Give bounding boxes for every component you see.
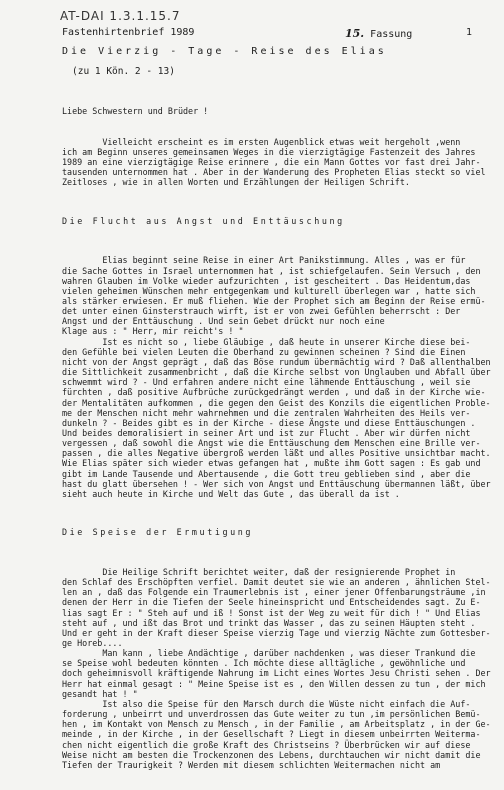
text-line: Herr hat einmal gesagt : " Meine Speise ist es , den Willen dessen zu tun , der mich bbox=[62, 678, 486, 689]
text-line: ich am Beginn unseres gemeinsamen Weges in die vierzigtägige Fastenzeit des Jahres bbox=[62, 146, 476, 157]
text-line: Wie Elias später sich wieder etwas gefangen hat , mußte ihm Gott sagen : Es gab und bbox=[62, 458, 481, 469]
text-line: der Mentalitäten aufkommen , die gegen den Geist des Konzils die eigentlichen Proble- bbox=[62, 397, 491, 408]
text-line: die Sache Gottes in Israel unternommen hat , ist schiefgelaufen. Sein Versuch , den bbox=[62, 265, 481, 276]
text-line: Vielleicht erscheint es im ersten Augenblick etwas weit hergeholt ,wenn bbox=[62, 136, 461, 147]
text-line: vielen geheimen Wünschen mehr entgegenkam und kulturell überlegen war , hatte sich bbox=[62, 285, 476, 296]
text-line: me der Menschen nicht mehr wahrnehmen und die zentralen Wahrheiten des Heils ver- bbox=[62, 407, 471, 418]
text-line: len an , daß das Folgende ein Traumerlebnis ist , einer jener Offenbarungsträume ,in bbox=[62, 587, 486, 598]
archive-stamp: AT-DAI 1.3.1.15.7 bbox=[60, 9, 181, 23]
section-text-flucht bbox=[62, 255, 494, 499]
text-line: vergessen , daß sowohl die Angst wie die Enttäuschung dem Menschen eine Brille ver- bbox=[62, 438, 481, 449]
text-line: dunkeln ? - Beides gibt es in der Kirche - diese Ängste und diese Enttäuschungen . bbox=[62, 417, 476, 428]
text-line: schwemmt wird ? - Und erfahren andere nicht eine lähmende Enttäuschung , weil sie bbox=[62, 377, 471, 388]
page-number: 1 bbox=[466, 27, 473, 38]
greeting: Liebe Schwestern und Brüder ! bbox=[62, 106, 209, 117]
text-line: fürchten , daß positive Aufbrüche zurückgedrängt werden , und daß in der Kirche wie- bbox=[62, 387, 486, 398]
text-line: hen , im Kontakt von Mensch zu Mensch , in der Familie , am Arbeitsplatz , in der Ge- bbox=[62, 719, 491, 730]
text-line: Weise nicht am besten die Trockenzonen des Lebens, durchtauchen wir nicht damit die bbox=[62, 749, 481, 760]
text-line: Zeitloses , wie in allen Worten und Erzählungen der Heiligen Schrift. bbox=[62, 177, 410, 188]
header-fassung bbox=[345, 27, 412, 40]
text-line: gibt im Lande Tausende und Abertausende , die Gott treu geblieben sind , aber die bbox=[62, 468, 471, 479]
text-line: Ist also die Speise für den Marsch durch die Wüste nicht einfach die Auf- bbox=[62, 698, 471, 709]
section-text-speise bbox=[62, 567, 494, 770]
text-line: doch geheimnisvoll kräftigende Nahrung im Licht eines Wortes Jesu Christi sehen . Der bbox=[62, 668, 491, 679]
fassung-label: Fassung bbox=[370, 29, 413, 40]
text-line: Ist es nicht so , liebe Gläubige , daß heute in unserer Kirche diese bei- bbox=[62, 336, 471, 347]
text-line: denen der Herr in die Tiefen der Seele hineinspricht und Entscheidendes sagt. Zu E- bbox=[62, 597, 481, 608]
text-line: den Schlaf des Erschöpften verfiel. Damit deutet sie wie an anderen , ähnlichen Stel- bbox=[62, 577, 491, 588]
section-heading-flucht: Die Flucht aus Angst und Enttäuschung bbox=[62, 215, 345, 226]
text-line: meinde , in der Kirche , in der Gesellschaft ? Liegt in diesem unbeirrten Weiterma- bbox=[62, 729, 481, 740]
document-body bbox=[62, 86, 494, 790]
intro-paragraph bbox=[62, 137, 494, 188]
text-line: passen , die alles Negative übergroß werden läßt und alles Positive unsichtbar macht. bbox=[62, 448, 491, 459]
fassung-number: 15. bbox=[345, 27, 365, 40]
text-line: Tiefen der Traurigkeit ? Werden mit diesem schlichten Weitermachen nicht am bbox=[62, 759, 441, 770]
text-line: als stärker erwiesen. Er muß fliehen. Wie der Prophet sich am Beginn der Reise ermü- bbox=[62, 295, 486, 306]
text-line: lias sagt Er : " Steh auf und iß ! Sonst ist der Weg zu weit für dich ! " Und Elias bbox=[62, 607, 481, 618]
text-line: forderung , unbeirrt und unverdrossen das Gute weiter zu tun ,im persönlichen Bemü- bbox=[62, 709, 481, 720]
text-line: gesandt hat ! " bbox=[62, 688, 138, 699]
text-line: Klage aus : " Herr, mir reicht's ! " bbox=[62, 326, 244, 337]
text-line: Die Heilige Schrift berichtet weiter, daß der resignierende Prophet in bbox=[62, 566, 456, 577]
text-line: sieht auch heute in Kirche und Welt das Gute , das überall da ist . bbox=[62, 488, 400, 499]
document-title: Die Vierzig - Tage - Reise des Elias bbox=[62, 46, 387, 57]
text-line: hast du glatt übersehen ! - Wer sich von Angst und Enttäuschung übermannen läßt, über bbox=[62, 478, 491, 489]
text-line: 1989 an eine vierzigtägige Reise erinnere , die ein Mann Gottes vor fast drei Jahr- bbox=[62, 157, 481, 168]
text-line: tausenden unternommen hat . Aber in der Wanderung des Propheten Elias steckt so viel bbox=[62, 167, 486, 178]
text-line: nicht von der Angst geprägt , daß das Böse rundum übermächtig wird ? Daß allenthalben bbox=[62, 356, 491, 367]
text-line: chen nicht eigentlich die große Kraft des Christseins ? Überbrücken wir auf diese bbox=[62, 739, 471, 750]
section-heading-speise: Die Speise der Ermutigung bbox=[62, 527, 254, 538]
text-line: steht auf , und ißt das Brot und trinkt das Wasser , das zu seinen Häupten steht . bbox=[62, 617, 476, 628]
text-line: ge Horeb.... bbox=[62, 637, 123, 648]
text-line: se Speise wohl bedeuten könnten . Ich möchte diese alltägliche , gewöhnliche und bbox=[62, 658, 466, 669]
text-line: Man kann , liebe Andächtige , darüber nachdenken , was dieser Trankund die bbox=[62, 648, 476, 659]
header-title: Fastenhirtenbrief 1989 bbox=[62, 27, 195, 38]
text-line: Und beides demoralisiert in seiner Art und ist zur Flucht . Aber wir dürfen nicht bbox=[62, 428, 471, 438]
text-line: wahren Glauben im Volke wieder aufzurichten , ist gescheitert . Das Heidentum,das bbox=[62, 275, 471, 286]
text-line: Angst und der Enttäuschung . Und sein Gebet drückt nur noch eine bbox=[62, 316, 385, 327]
text-line: den Gefühle bei vielen Leuten die Oberhand zu gewinnen scheinen ? Sind die Einen bbox=[62, 346, 466, 357]
text-line: det unter einen Ginsterstrauch wirft, ist er von zwei Gefühlen beherrscht : Der bbox=[62, 306, 461, 317]
text-line: Elias beginnt seine Reise in einer Art Panikstimmung. Alles , was er für bbox=[62, 255, 466, 266]
text-line: Und er geht in der Kraft dieser Speise vierzig Tage und vierzig Nächte zum Gottesber- bbox=[62, 627, 491, 638]
scripture-reference: (zu 1 Kön. 2 - 13) bbox=[72, 66, 175, 77]
text-line: die Sittlichkeit zusammenbricht , daß die Kirche selbst von Unglauben und Abfall über bbox=[62, 367, 491, 378]
